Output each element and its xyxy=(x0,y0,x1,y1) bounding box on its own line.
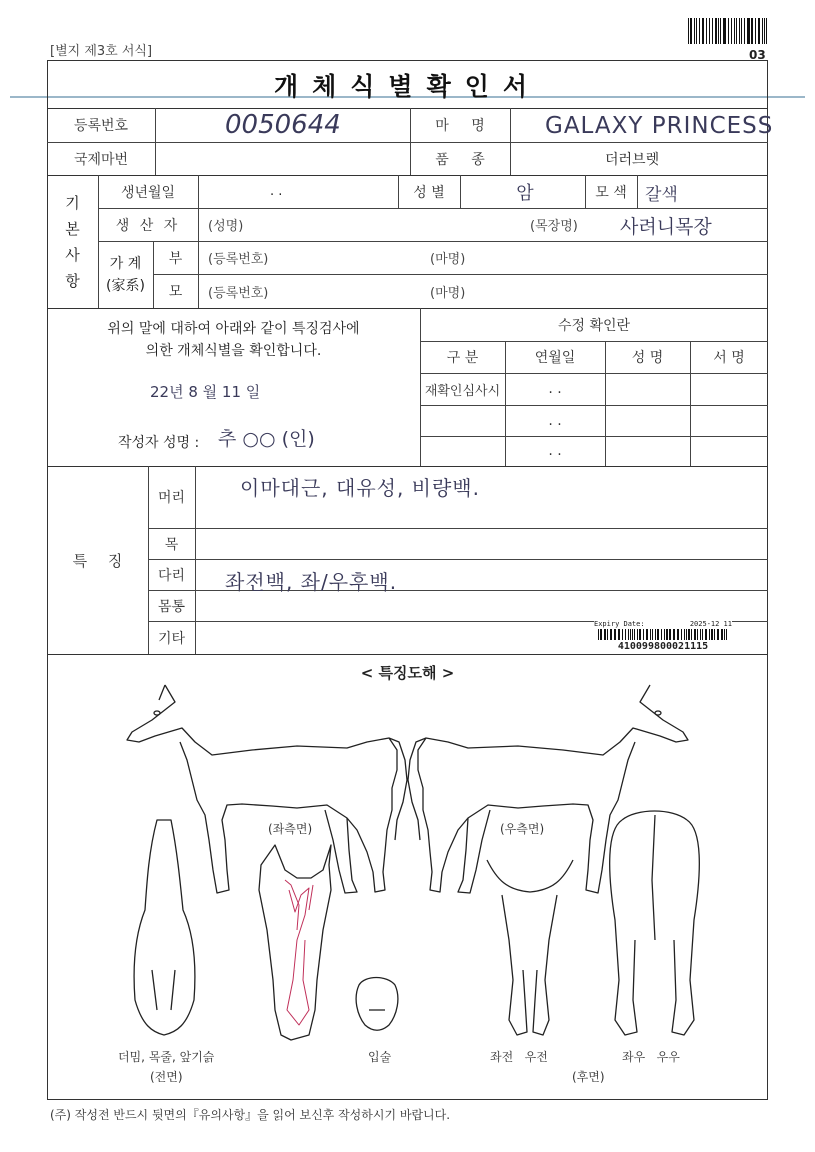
producer-label: 생 산 자 xyxy=(115,217,181,234)
birth-label: 생년월일 xyxy=(120,184,176,201)
rear-view-caption: (후면) xyxy=(572,1070,605,1084)
barcode-bar xyxy=(720,18,721,44)
barcode-bar xyxy=(709,629,710,640)
barcode-bar xyxy=(673,629,675,640)
barcode-bar xyxy=(696,18,697,44)
barcode-bar xyxy=(598,629,599,640)
barcode-bar xyxy=(600,629,602,640)
amendment-header-name: 성 명 xyxy=(631,350,664,366)
confirmation-date: 22년 8 월 11 일 xyxy=(150,383,261,401)
barcode-bar xyxy=(681,629,682,640)
feature-head-value: 이마대근, 대유성, 비량백. xyxy=(240,476,480,500)
barcode-bar xyxy=(622,629,623,640)
dam-label: 모 xyxy=(168,284,183,300)
barcode-bar xyxy=(652,629,653,640)
barcode-bar xyxy=(632,629,633,640)
front-view-caption: (전면) xyxy=(150,1070,183,1084)
expiry-sticker xyxy=(594,620,732,654)
barcode-bar xyxy=(706,18,707,44)
barcode-bar xyxy=(664,629,665,640)
barcode-bar xyxy=(744,18,745,44)
barcode-bar xyxy=(758,18,760,44)
barcode-bar xyxy=(714,629,715,640)
barcode-bar xyxy=(625,629,626,640)
lips-caption: 입술 xyxy=(368,1050,392,1064)
barcode-bar xyxy=(669,629,671,640)
barcode-bar xyxy=(736,18,737,44)
barcode-bar xyxy=(731,18,733,44)
barcode-bar xyxy=(697,629,698,640)
barcode-bar xyxy=(655,629,656,640)
diagram-title: < 특징도해 > xyxy=(360,664,455,682)
barcode-bar xyxy=(661,629,662,640)
barcode-bar xyxy=(694,18,695,44)
page-number: 03 xyxy=(749,48,766,62)
barcode-bar xyxy=(755,18,757,44)
barcode-bar xyxy=(700,629,701,640)
barcode-bar xyxy=(699,18,701,44)
barcode-bar xyxy=(739,18,740,44)
amendment-header-date: 연월일 xyxy=(534,350,576,366)
form-code: [별지 제3호 서식] xyxy=(50,44,153,59)
barcode-bar xyxy=(610,629,612,640)
barcode-bar xyxy=(657,629,659,640)
amendment-row-date: . . xyxy=(548,443,562,459)
horse-name-value: GALAXY PRINCESS xyxy=(545,113,774,139)
amendment-title: 수정 확인란 xyxy=(557,317,631,334)
barcode-bar xyxy=(726,629,727,640)
barcode-bar xyxy=(747,18,748,44)
feature-label-legs: 다리 xyxy=(157,567,186,584)
barcode-bar xyxy=(604,629,605,640)
lineage-label: 가 계 (家系) xyxy=(106,255,145,294)
barcode-bar xyxy=(691,629,692,640)
amendment-row-type: 재확인심사시 xyxy=(424,383,501,399)
horse-left-side xyxy=(127,685,407,893)
barcode-bar xyxy=(715,18,716,44)
barcode-bar xyxy=(764,18,765,44)
expiry-value: 2025-12 11 xyxy=(689,620,732,628)
barcode-bar xyxy=(723,18,724,44)
basic-info-section-label: 기 본 사 항 xyxy=(65,193,80,290)
feature-legs-value: 좌전백, 좌/우후백. xyxy=(225,570,398,594)
amendment-header-sign: 서 명 xyxy=(713,350,745,366)
barcode-bar xyxy=(628,629,629,640)
barcode-bar xyxy=(766,18,767,44)
statement-line-2: 의한 개체식별을 확인합니다. xyxy=(145,343,322,359)
sticker-code: 410099800021115 xyxy=(617,641,709,652)
sex-label: 성 별 xyxy=(413,184,445,201)
barcode-bar xyxy=(646,629,648,640)
confirmation-statement xyxy=(47,318,420,362)
front-legs-caption: 좌전 우전 xyxy=(490,1050,548,1064)
horse-front-legs xyxy=(487,860,573,1035)
intl-no-label: 국제마번 xyxy=(73,151,129,168)
horse-name-label: 마 명 xyxy=(435,118,485,134)
sire-reg-label: (등록번호) xyxy=(208,252,269,267)
barcode-bar xyxy=(702,18,704,44)
barcode-bar xyxy=(677,629,679,640)
barcode-bar xyxy=(712,18,713,44)
barcode-bar xyxy=(639,629,641,640)
document-title: 개체식별확인서 xyxy=(273,72,542,101)
statement-line-1: 위의 말에 대하여 아래와 같이 특징검사에 xyxy=(107,321,360,337)
barcode-bar xyxy=(734,18,735,44)
barcode-bar xyxy=(724,18,726,44)
sire-name-label: (마명) xyxy=(430,252,466,267)
sex-value: 암 xyxy=(516,182,534,204)
barcode-bar xyxy=(684,629,685,640)
barcode-bar xyxy=(702,629,703,640)
expiry-label: Expiry Date: xyxy=(594,620,645,628)
barcode-bar xyxy=(690,18,692,44)
dam-reg-label: (등록번호) xyxy=(208,285,269,301)
author-label: 작성자 성명 : xyxy=(118,435,200,451)
barcode-bar xyxy=(614,629,616,640)
feature-label-other: 기타 xyxy=(157,630,186,647)
barcode-bar xyxy=(721,629,722,640)
barcode-bar xyxy=(724,629,725,640)
barcode-bar xyxy=(751,18,753,44)
horse-head-front xyxy=(259,845,331,1040)
breed-value: 더러브렛 xyxy=(605,151,660,168)
farm-name-value: 사려니목장 xyxy=(620,216,712,238)
reg-no-label: 등록번호 xyxy=(73,118,129,134)
barcode-bar xyxy=(762,18,763,44)
barcode-bar xyxy=(637,629,638,640)
feature-label-body: 몸통 xyxy=(157,598,186,615)
horse-right-side xyxy=(408,685,688,893)
amendment-row-date: . . xyxy=(548,412,562,429)
barcode-bar xyxy=(748,18,750,44)
color-value: 갈색 xyxy=(645,184,678,205)
horse-rear xyxy=(610,811,700,1035)
barcode-bar xyxy=(741,18,743,44)
barcode-bar xyxy=(634,629,635,640)
front-parts-caption: 더밈, 목줄, 앞기슭 xyxy=(118,1050,215,1064)
barcode-bar xyxy=(650,629,651,640)
producer-name-label: (성명) xyxy=(208,219,244,234)
feature-label-head: 머리 xyxy=(157,490,186,506)
barcode-bar xyxy=(722,629,723,640)
barcode-bar xyxy=(688,18,689,44)
barcode-bar xyxy=(618,629,619,640)
barcode-bar xyxy=(717,629,719,640)
barcode-bar xyxy=(607,629,608,640)
farm-name-label: (목장명) xyxy=(530,219,578,234)
horse-diagram xyxy=(47,680,768,1100)
reg-no-value: 0050644 xyxy=(225,110,341,140)
barcode-bar xyxy=(728,18,729,44)
dam-name-label: (마명) xyxy=(430,285,466,301)
breed-label: 품 종 xyxy=(435,151,485,168)
right-side-caption: (우측면) xyxy=(500,822,545,836)
barcode-bar xyxy=(694,629,696,640)
barcode-bar xyxy=(643,629,644,640)
top-barcode xyxy=(688,18,768,44)
barcode-bar xyxy=(688,629,690,640)
intl-no-value xyxy=(160,142,405,175)
barcode-bar xyxy=(718,18,719,44)
sire-label: 부 xyxy=(168,250,183,267)
footer-note: (주) 작성전 반드시 뒷면의『유의사항』을 읽어 보신후 작성하시기 바랍니다. xyxy=(50,1108,451,1122)
left-side-caption: (좌측면) xyxy=(268,822,313,836)
amendment-row-date: . . xyxy=(548,381,562,397)
barcode-bar xyxy=(686,629,687,640)
features-section-label: 특 징 xyxy=(72,551,123,570)
barcode-bar xyxy=(666,629,668,640)
feature-label-neck: 목 xyxy=(164,536,179,553)
hind-legs-caption: 좌우 우우 xyxy=(622,1050,680,1064)
author-signature: 추 ○○ (인) xyxy=(218,428,315,450)
amendment-header-type: 구 분 xyxy=(446,350,479,366)
barcode-bar xyxy=(705,629,706,640)
birth-value: . . xyxy=(270,184,283,199)
barcode-bar xyxy=(711,629,712,640)
barcode-bar xyxy=(716,18,717,44)
barcode-bar xyxy=(630,629,631,640)
horse-front-neck xyxy=(134,820,195,1035)
barcode-bar xyxy=(709,18,710,44)
sticker-barcode xyxy=(598,629,728,640)
color-label: 모 색 xyxy=(595,184,627,201)
horse-lips xyxy=(356,978,398,1031)
